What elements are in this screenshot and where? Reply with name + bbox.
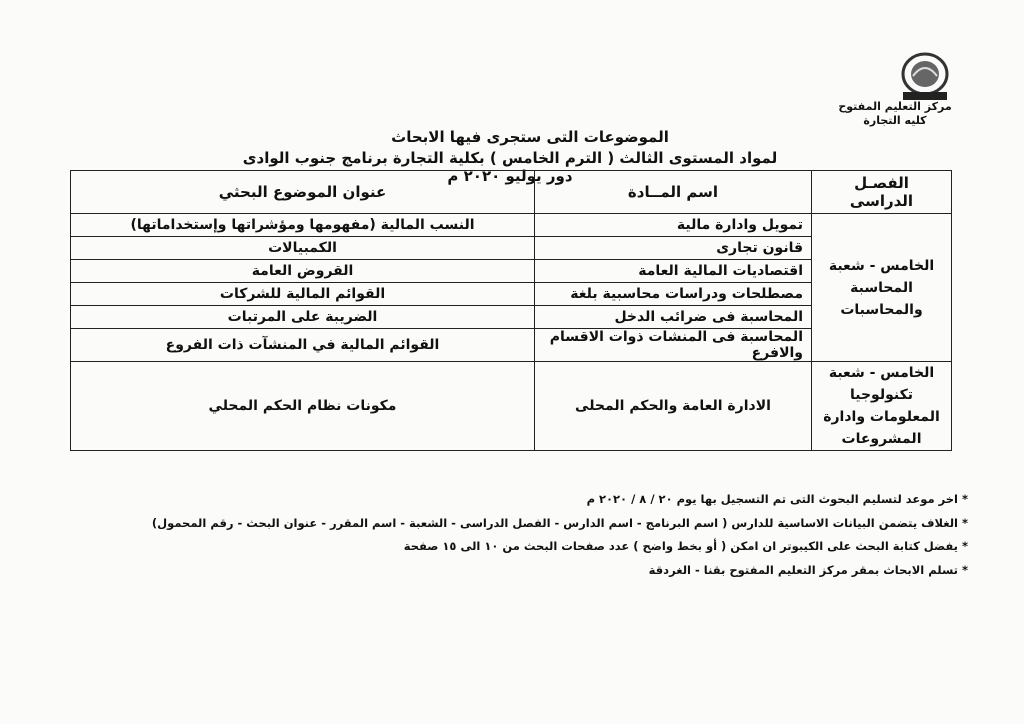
university-logo — [893, 52, 957, 102]
subject-cell: المحاسبة فى ضرائب الدخل — [535, 306, 812, 329]
header-topic: عنوان الموضوع البحثي — [71, 171, 535, 214]
note-item: * تسلم الابحاث بمقر مركز التعليم المفتوح بقنا - الغردقة — [648, 562, 968, 577]
table-header-row — [71, 171, 952, 214]
note-item: * يفضل كتابة البحث على الكيبوتر ان امكن ( أو بخط واضح ) عدد صفحات البحث من ١٠ الى ١٥ صفحة — [403, 539, 968, 553]
topic-cell: النسب المالية (مفهومها ومؤشراتها وإستخداماتها) — [71, 214, 535, 237]
research-topics-table — [70, 170, 952, 451]
topic-cell: القوائم المالية للشركات — [71, 283, 535, 306]
institution-name — [830, 100, 960, 128]
semester-cell: الخامس - شعبة المحاسبة والمحاسبات — [812, 214, 952, 362]
note-item: * اخر موعد لتسليم البحوث التى تم التسجيل بها يوم ٢٠ / ٨ / ٢٠٢٠ م — [586, 492, 968, 506]
header-subject: اسم المــادة — [535, 171, 812, 214]
page-title: الموضوعات التى ستجرى فيها الابحاث — [391, 128, 669, 146]
header-semester: الفصـل الدراسى — [812, 171, 952, 214]
topic-cell: مكونات نظام الحكم المحلي — [71, 362, 535, 451]
topic-cell: القروض العامة — [71, 260, 535, 283]
topic-cell: الكمبيالات — [71, 237, 535, 260]
table-row — [71, 362, 952, 451]
subject-cell: الادارة العامة والحكم المحلى — [535, 362, 812, 451]
page-subtitle: لمواد المستوى الثالث ( الترم الخامس ) بكلية التجارة برنامج جنوب الوادى دور يوليو ٢٠٢٠ م — [242, 149, 778, 185]
institution-line-1: مركز التعليم المفتوح — [838, 100, 952, 113]
subject-cell: قانون تجارى — [535, 237, 812, 260]
institution-line-2: كليه التجارة — [863, 114, 927, 127]
semester-cell: الخامس - شعبة تكنولوجيا المعلومات وادارة المشروعات — [812, 362, 952, 451]
table-row — [71, 214, 952, 237]
subject-cell: المحاسبة فى المنشات ذوات الاقسام والافرع — [535, 329, 812, 362]
notes-list — [151, 488, 968, 582]
subject-cell: اقتصاديات المالية العامة — [535, 260, 812, 283]
subject-cell: مصطلحات ودراسات محاسبية بلغة — [535, 283, 812, 306]
subject-cell: تمويل وادارة مالية — [535, 214, 812, 237]
topic-cell: القوائم المالية في المنشآت ذات الفروع — [71, 329, 535, 362]
note-item: * الغلاف يتضمن البيانات الاساسية للدارس ( اسم البرنامج - اسم الدارس - الفصل الدراسى - الشعبة - اسم المقرر - عنوان البحث - رقم المحمول) — [151, 515, 968, 530]
topic-cell: الضريبة على المرتبات — [71, 306, 535, 329]
